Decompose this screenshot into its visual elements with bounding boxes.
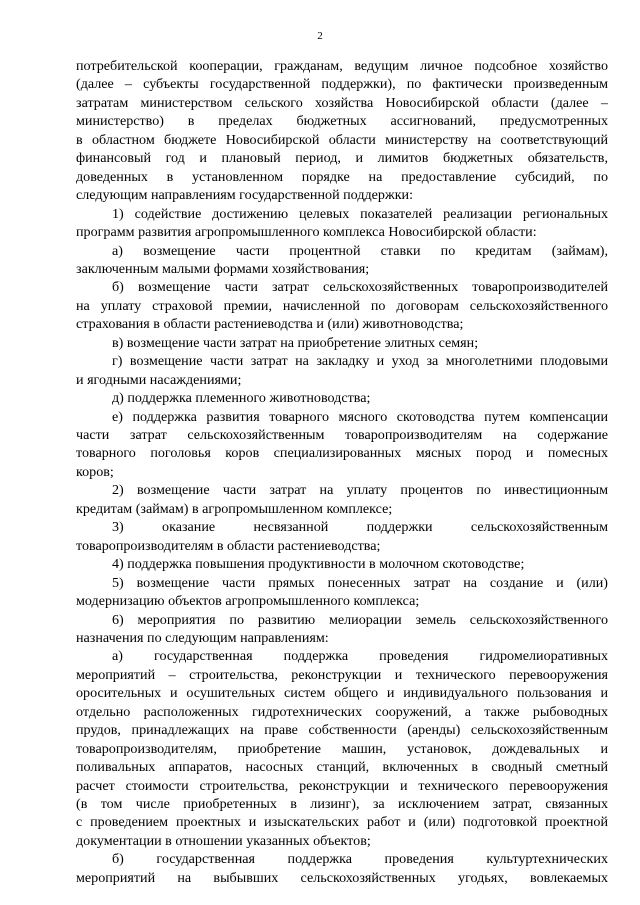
text-line: кредитам (займам) в агропромышленном комплексе;	[76, 500, 393, 517]
text-line: е) поддержка развития товарного мясного скотоводства путем компенсации	[112, 408, 608, 425]
text-line: модернизацию объектов агропромышленного комплекса;	[76, 593, 420, 610]
text-line: назначения по следующим направлениям:	[76, 629, 329, 646]
text-line: министерство) в пределах бюджетных ассигнований, предусмотренных	[76, 113, 608, 130]
text-line: б) возмещение части затрат сельскохозяйственных товаропроизводителей	[112, 279, 608, 296]
text-line: товаропроизводителям, приобретение машин, установок, дождевальных и	[76, 740, 608, 757]
text-line: (далее – субъекты государственной поддержки), по фактически произведенным	[76, 76, 608, 93]
text-line: в областном бюджете Новосибирской области министерству на соответствующий	[76, 131, 608, 148]
text-line: отдельно расположенных гидротехнических сооружений, а также рыбоводных	[76, 703, 608, 720]
text-line: следующим направлениям государственной поддержки:	[76, 187, 414, 204]
text-line: (в том числе приобретенных в лизинг), за исключением затрат, связанных	[76, 796, 608, 812]
text-line: потребительской кооперации, гражданам, ведущим личное подсобное хозяйство	[76, 58, 608, 74]
text-line: оросительных и осушительных систем общего и индивидуального пользования и	[76, 685, 608, 702]
text-line: а) возмещение части процентной ставки по кредитам (займам),	[112, 242, 608, 259]
text-line: мероприятий – строительства, реконструкции и технического перевооружения	[76, 666, 608, 683]
text-line: д) поддержка племенного животноводства;	[112, 390, 371, 407]
text-line: 1) содействие достижению целевых показателей реализации региональных	[112, 205, 608, 222]
text-line: 2) возмещение части затрат на уплату процентов по инвестиционным	[112, 482, 608, 499]
text-line: а) государственная поддержка проведения гидромелиоративных	[112, 648, 608, 665]
text-line: программ развития агропромышленного комплекса Новосибирской области:	[76, 224, 537, 241]
text-line: на уплату страховой премии, начисленной по договорам сельскохозяйственного	[76, 297, 608, 314]
text-line: б) государственная поддержка проведения культуртехнических	[112, 851, 608, 868]
text-line: 5) возмещение части прямых понесенных затрат на создание и (или)	[112, 574, 608, 591]
text-line: 6) мероприятия по развитию мелиорации земель сельскохозяйственного	[112, 611, 608, 628]
text-line: документации в отношении указанных объектов;	[76, 832, 371, 849]
text-line: 4) поддержка повышения продуктивности в молочном скотоводстве;	[112, 556, 525, 573]
text-line: товарного поголовья коров специализированных мясных пород и помесных	[76, 445, 608, 462]
text-line: поливальных аппаратов, насосных станций, включенных в сводный сметный	[76, 759, 608, 776]
text-line: в) возмещение части затрат на приобретение элитных семян;	[112, 334, 479, 351]
text-line: финансовый год и плановый период, и лимитов бюджетных обязательств,	[76, 150, 608, 167]
text-line: прудов, принадлежащих на праве собственности (аренды) сельскохозяйственным	[76, 722, 608, 739]
text-line: страхования в области растениеводства и (или) животноводства;	[76, 316, 464, 333]
text-line: части затрат сельскохозяйственным товаропроизводителям на содержание	[76, 427, 608, 443]
text-line: доведенных в установленном порядке на предоставление субсидий, по	[76, 168, 608, 185]
text-line: заключенным малыми формами хозяйствования;	[76, 260, 370, 277]
text-line: и ягодными насаждениями;	[76, 371, 242, 388]
text-line: г) возмещение части затрат на закладку и уход за многолетними плодовыми	[112, 353, 608, 370]
text-line: с проведением проектных и изыскательских работ и (или) подготовкой проектной	[76, 814, 608, 831]
text-line: мероприятий на выбывших сельскохозяйственных угодьях, вовлекаемых	[76, 869, 608, 886]
text-line: коров;	[76, 463, 114, 480]
text-line: 3) оказание несвязанной поддержки сельскохозяйственным	[112, 519, 608, 536]
text-line: товаропроизводителям в области растениеводства;	[76, 537, 381, 554]
text-line: расчет стоимости строительства, реконструкции и технического перевооружения	[76, 777, 608, 794]
page-number: 2	[317, 30, 323, 42]
text-line: затратам министерством сельского хозяйства Новосибирской области (далее –	[76, 94, 608, 111]
